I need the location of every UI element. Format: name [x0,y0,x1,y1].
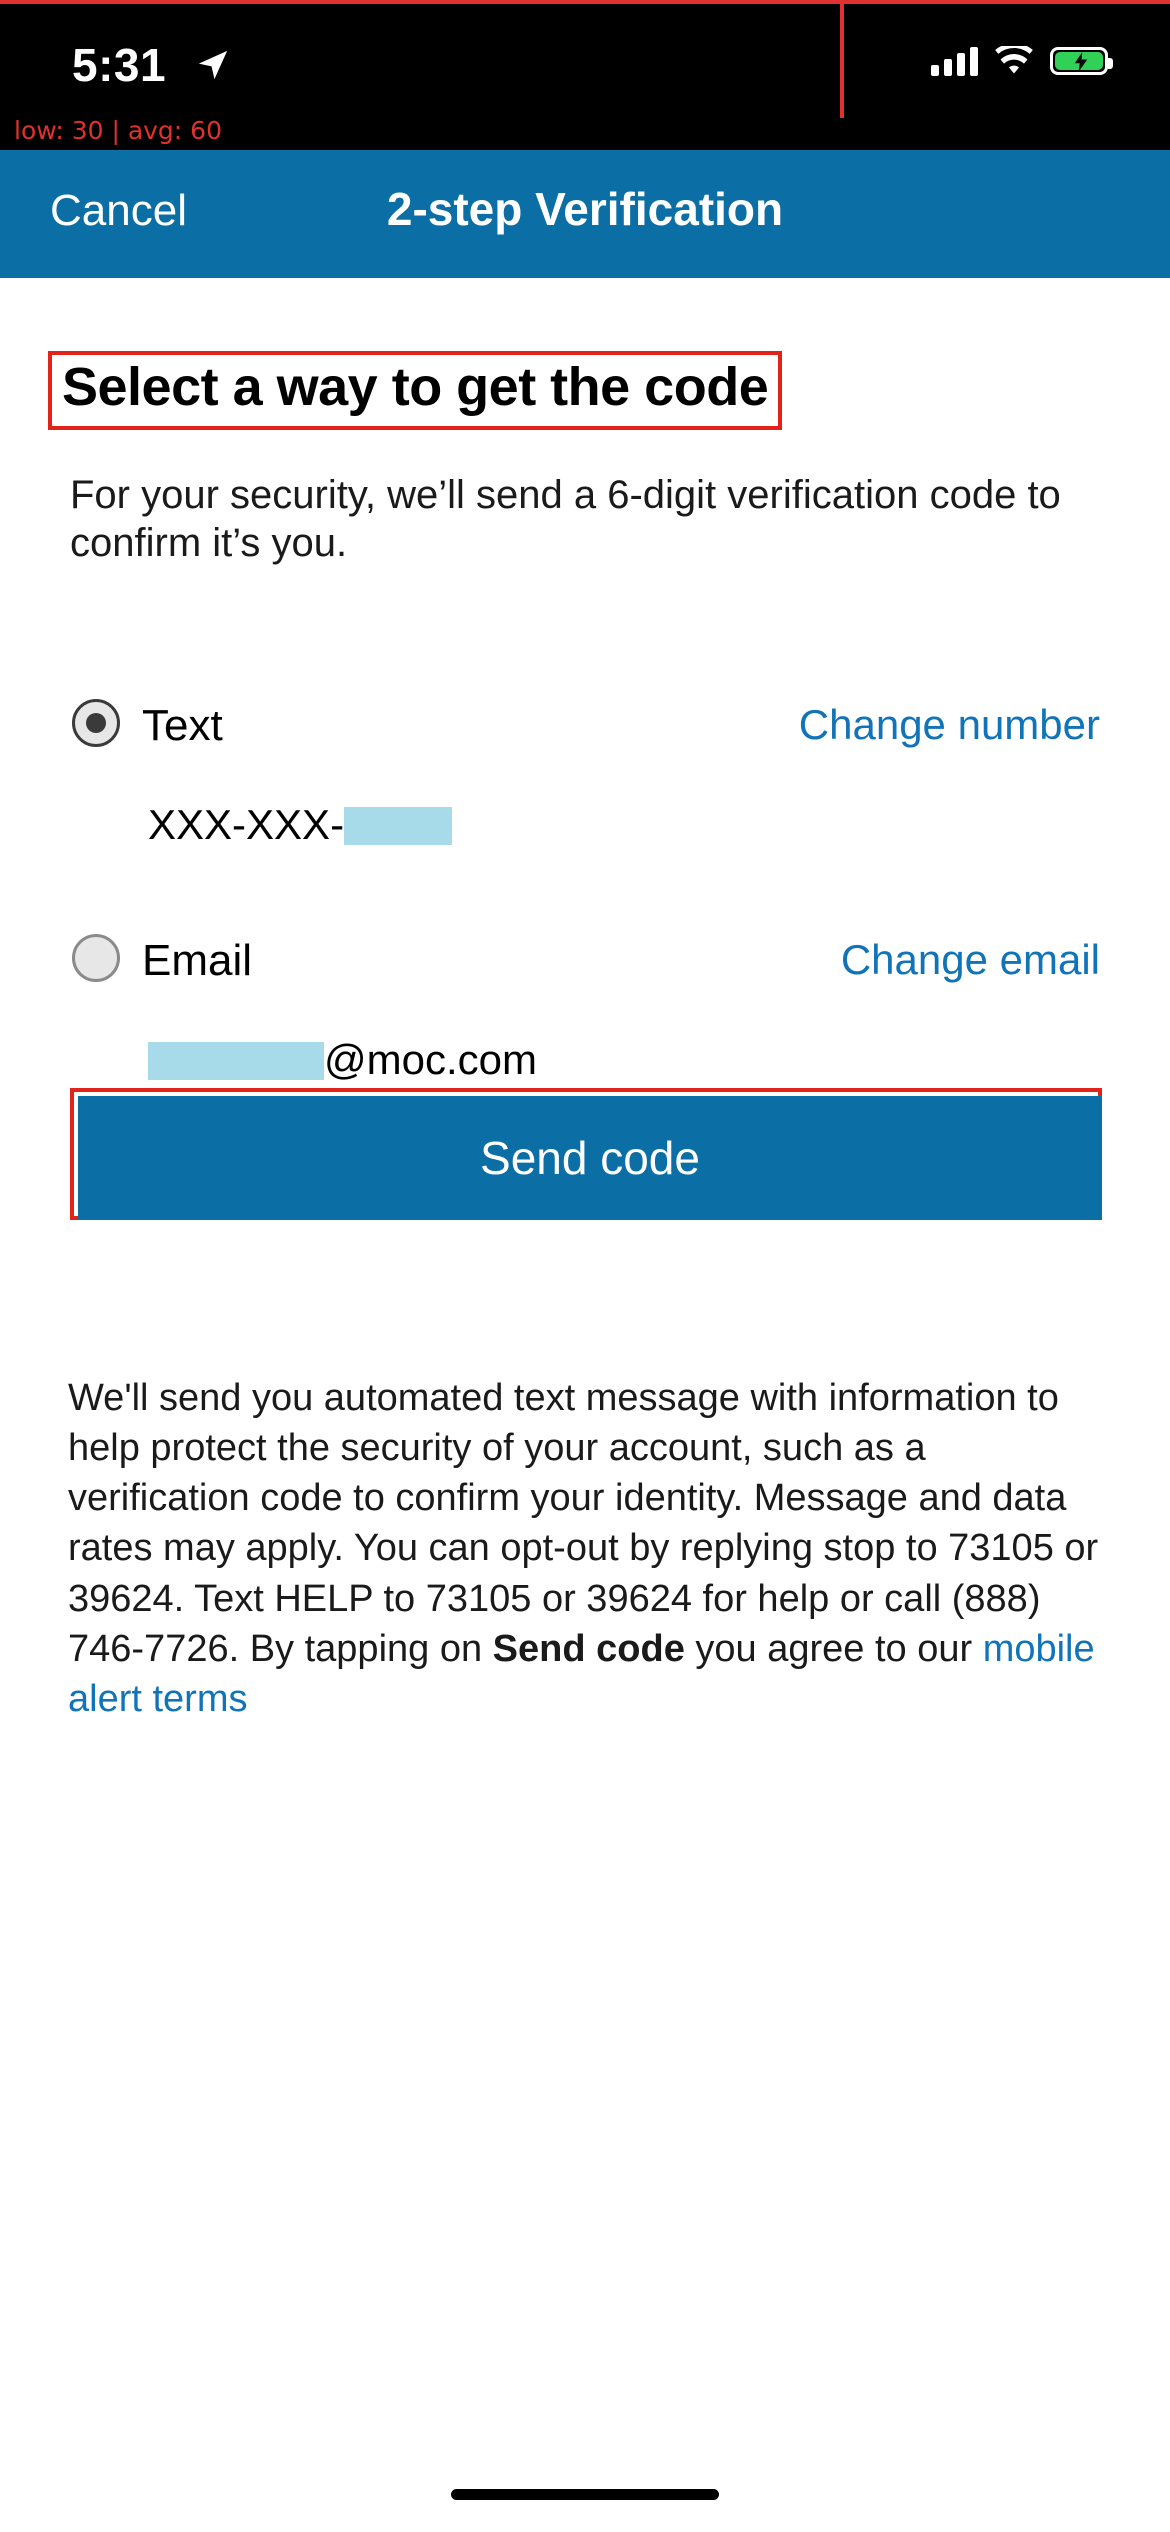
cellular-signal-icon [931,46,978,76]
navigation-bar [0,150,1170,278]
radio-email[interactable] [72,934,120,982]
masked-email-address [148,1036,537,1084]
email-domain: @moc.com [324,1036,537,1083]
legal-disclaimer [68,1373,1108,1724]
heading-highlight [48,351,782,430]
wifi-icon [994,46,1034,76]
battery-charging-icon [1050,47,1108,75]
debug-tick-marker [840,0,844,118]
status-bar-clock: 5:31 [72,39,167,91]
masked-phone-number [148,801,452,849]
home-indicator[interactable] [451,2489,719,2500]
phone-prefix: XXX-XXX- [148,801,345,848]
section-heading: Select a way to get the code [62,357,769,417]
send-code-highlight [70,1088,1102,1220]
page-title: 2-step Verification [386,183,784,235]
legal-text-part2: you agree to our [684,1627,983,1670]
option-label-email: Email [142,936,253,985]
location-arrow-icon [196,48,230,82]
legal-text-part1: We'll send you automated text message with information to help protect the security of your account, such as a verification code to confirm your identity. Message and data rates may apply. You can opt-out by replying stop to 73105 or 39624. Text HELP to 73105 or 39624 for help or call (888) 746-7726. By tapping on [68,1377,1099,1670]
change-number-link[interactable]: Change number [798,701,1100,748]
legal-bold-send-code: Send code [492,1627,685,1670]
option-label-text: Text [142,701,223,750]
email-redaction [148,1042,324,1080]
status-bar [0,0,1170,150]
change-email-link[interactable]: Change email [840,936,1100,983]
debug-strip [0,0,1170,8]
send-code-button[interactable]: Send code [78,1096,1102,1220]
phone-redaction [344,807,452,845]
mobile-alert-terms-link[interactable]: mobile alert terms [68,1627,1095,1720]
performance-overlay: low: 30 | avg: 60 [14,116,222,145]
section-description: For your security, we’ll send a 6-digit verification code to confirm it’s you. [70,473,1061,565]
radio-text[interactable] [72,699,120,747]
status-bar-indicators [931,46,1108,76]
cancel-button[interactable]: Cancel [50,186,187,235]
